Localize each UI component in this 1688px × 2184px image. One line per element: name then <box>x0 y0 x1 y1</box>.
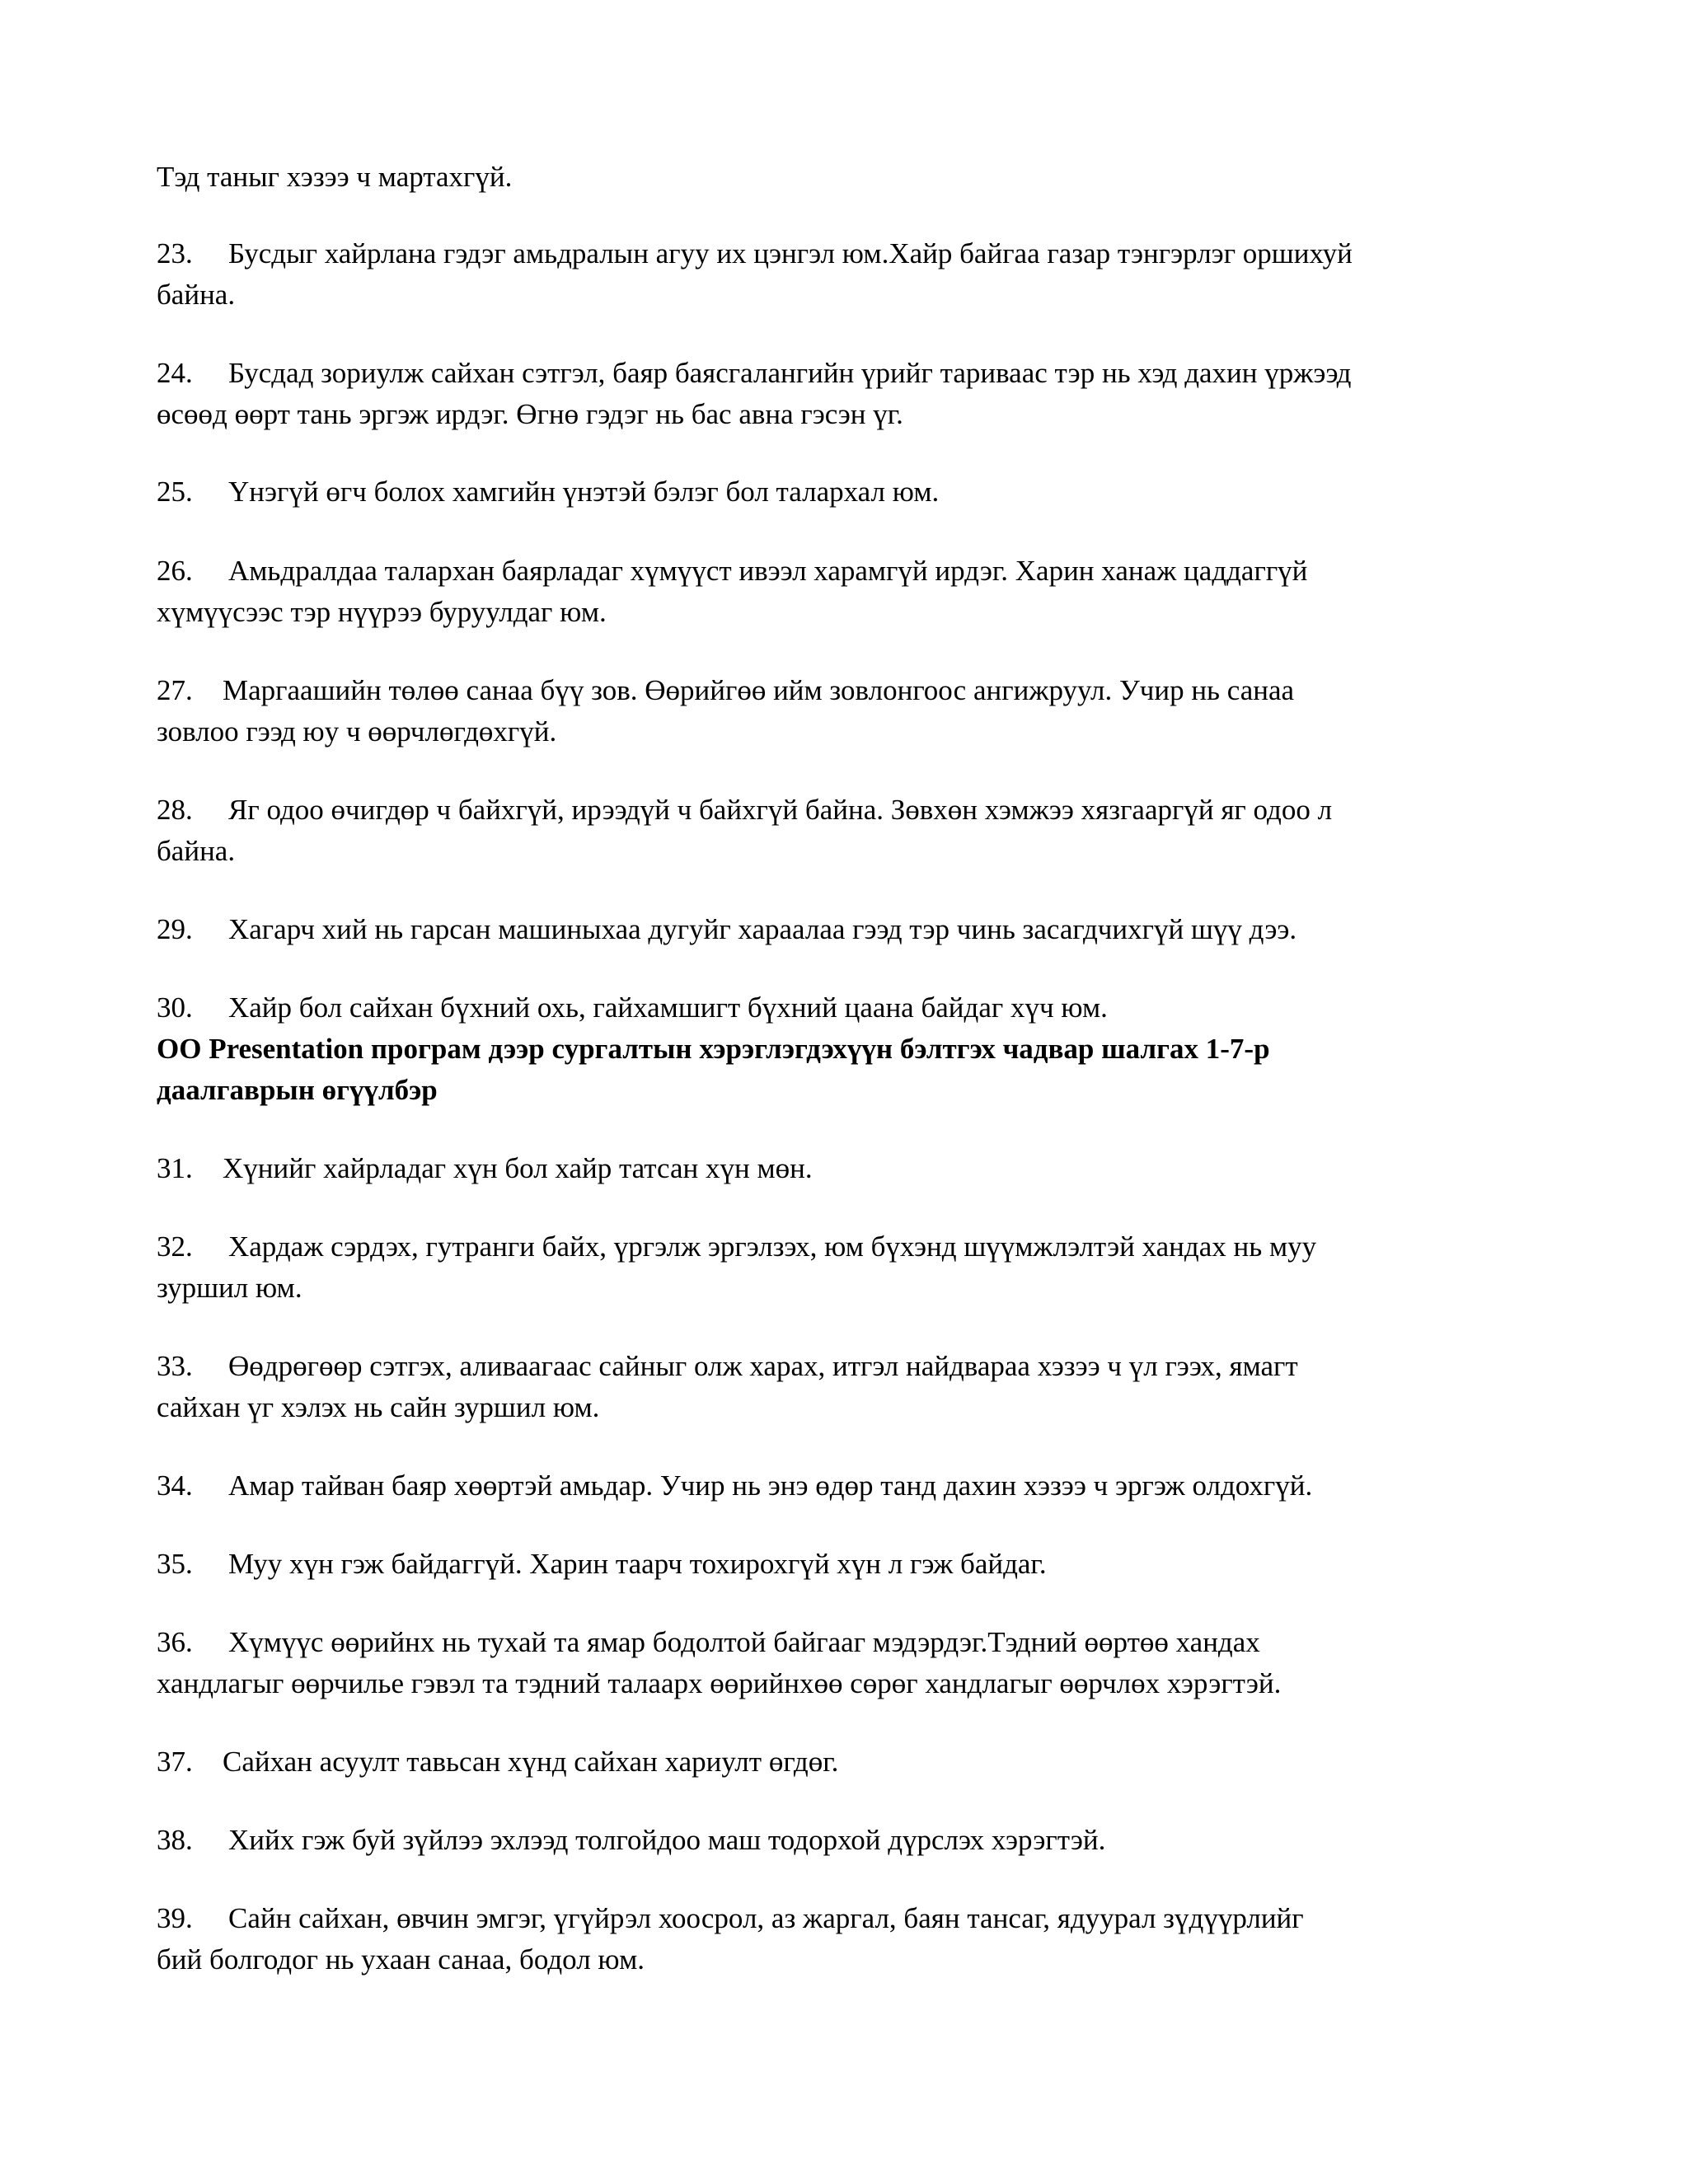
list-item-27-continuation: зовлоо гээд юу ч өөрчлөгдөхгүй. <box>157 715 557 748</box>
intro-text: Тэд таныг хэзээ ч мартахгүй. <box>157 161 513 193</box>
list-item-33 <box>157 1346 1298 1387</box>
list-item-34 <box>157 1465 1312 1507</box>
section-heading: OO Presentation програм дээр сургалтын хэрэглэгдэхүүн бэлтгэх чадвар шалгах 1-7-р <box>157 1033 1270 1065</box>
item-text: Хардаж сэрдэх, гутранги байх, үргэлж эргэлзэх, юм бүхэнд шүүмжлэлтэй хандах нь муу <box>228 1230 1317 1263</box>
item-number: 33. <box>157 1350 193 1382</box>
item-text: Сайхан асуулт тавьсан хүнд сайхан хариулт өгдөг. <box>223 1746 839 1778</box>
item-text: Муу хүн гэж байдаггүй. Харин таарч тохирохгүй хүн л гэж байдаг. <box>228 1548 1047 1580</box>
item-text: Өөдрөгөөр сэтгэх, аливаагаас сайныг олж харах, итгэл найдвараа хэзээ ч үл гээх, ямагт <box>228 1350 1298 1382</box>
item-text: Яг одоо өчигдөр ч байхгүй, ирээдүй ч байхгүй байна. Зөвхөн хэмжээ хязгааргүй яг одоо л <box>228 794 1333 826</box>
list-item-31 <box>157 1148 813 1189</box>
item-number: 27. <box>157 674 193 706</box>
list-item-26 <box>157 551 1307 592</box>
item-number: 24. <box>157 357 193 389</box>
item-number: 37. <box>157 1746 193 1778</box>
list-item-39 <box>157 1898 1304 1939</box>
list-item-26-continuation: хүмүүсээс тэр нүүрээ буруулдаг юм. <box>157 596 607 628</box>
item-text: Хийх гэж буй зүйлээ эхлээд толгойдоо маш тодорхой дүрслэх хэрэгтэй. <box>228 1824 1106 1856</box>
item-number: 28. <box>157 794 193 826</box>
item-text: Сайн сайхан, өвчин эмгэг, үгүйрэл хоосрол, аз жаргал, баян тансаг, ядуурал зүдүүрлийг <box>228 1902 1304 1934</box>
item-number: 31. <box>157 1152 193 1184</box>
list-item-23-continuation: байна. <box>157 279 236 311</box>
item-number: 36. <box>157 1626 193 1658</box>
list-item-39-continuation: бий болгодог нь ухаан санаа, бодол юм. <box>157 1943 645 1975</box>
list-item-27 <box>157 670 1294 711</box>
list-item-25 <box>157 471 939 513</box>
item-number: 23. <box>157 237 193 269</box>
list-item-24 <box>157 353 1351 394</box>
list-item-36-continuation: хандлагыг өөрчилье гэвэл та тэдний талаарх өөрийнхөө сөрөг хандлагыг өөрчлөх хэрэгтэй. <box>157 1667 1282 1699</box>
item-number: 25. <box>157 476 193 508</box>
item-number: 32. <box>157 1230 193 1263</box>
list-item-37 <box>157 1741 838 1783</box>
item-text: Амьдралдаа талархан баярладаг хүмүүст ивээл харамгүй ирдэг. Харин ханаж цаддаггүй <box>228 555 1308 587</box>
list-item-24-continuation: өсөөд өөрт тань эргэж ирдэг. Өгнө гэдэг нь бас авна гэсэн үг. <box>157 398 903 430</box>
section-heading-continuation: даалгаврын өгүүлбэр <box>157 1074 438 1106</box>
list-item-33-continuation: сайхан үг хэлэх нь сайн зуршил юм. <box>157 1391 600 1423</box>
item-text: Бусдыг хайрлана гэдэг амьдралын агуу их цэнгэл юм.Хайр байгаа газар тэнгэрлэг оршихуй <box>228 237 1353 269</box>
item-text: Хүнийг хайрладаг хүн бол хайр татсан хүн мөн. <box>223 1152 813 1184</box>
list-item-36 <box>157 1622 1260 1663</box>
item-text: Үнэгүй өгч болох хамгийн үнэтэй бэлэг бол талархал юм. <box>228 476 940 508</box>
item-text: Хайр бол сайхан бүхний охь, гайхамшигт бүхний цаана байдаг хүч юм. <box>228 991 1108 1024</box>
list-item-28 <box>157 790 1332 831</box>
list-item-30 <box>157 987 1108 1029</box>
list-item-35 <box>157 1544 1047 1585</box>
item-text: Бусдад зориулж сайхан сэтгэл, баяр баясгалангийн үрийг тариваас тэр нь хэд дахин үржээд <box>228 357 1352 389</box>
item-number: 39. <box>157 1902 193 1934</box>
item-text: Хүмүүс өөрийнх нь тухай та ямар бодолтой байгааг мэдэрдэг.Тэдний өөртөө хандах <box>228 1626 1260 1658</box>
list-item-23 <box>157 233 1353 274</box>
item-text: Амар тайван баяр хөөртэй амьдар. Учир нь энэ өдөр танд дахин хэзээ ч эргэж олдохгүй. <box>228 1469 1313 1502</box>
list-item-32-continuation: зуршил юм. <box>157 1272 302 1304</box>
item-text: Маргаашийн төлөө санаа бүү зов. Өөрийгөө ийм зовлонгоос ангижруул. Учир нь санаа <box>223 674 1295 706</box>
item-number: 34. <box>157 1469 193 1502</box>
item-number: 38. <box>157 1824 193 1856</box>
item-number: 29. <box>157 913 193 945</box>
item-number: 35. <box>157 1548 193 1580</box>
item-number: 30. <box>157 991 193 1024</box>
item-number: 26. <box>157 555 193 587</box>
list-item-32 <box>157 1226 1316 1268</box>
list-item-28-continuation: байна. <box>157 835 236 867</box>
list-item-29 <box>157 909 1296 950</box>
list-item-38 <box>157 1820 1105 1861</box>
item-text: Хагарч хий нь гарсан машиныхаа дугуйг хараалаа гээд тэр чинь засагдчихгүй шүү дээ. <box>228 913 1297 945</box>
